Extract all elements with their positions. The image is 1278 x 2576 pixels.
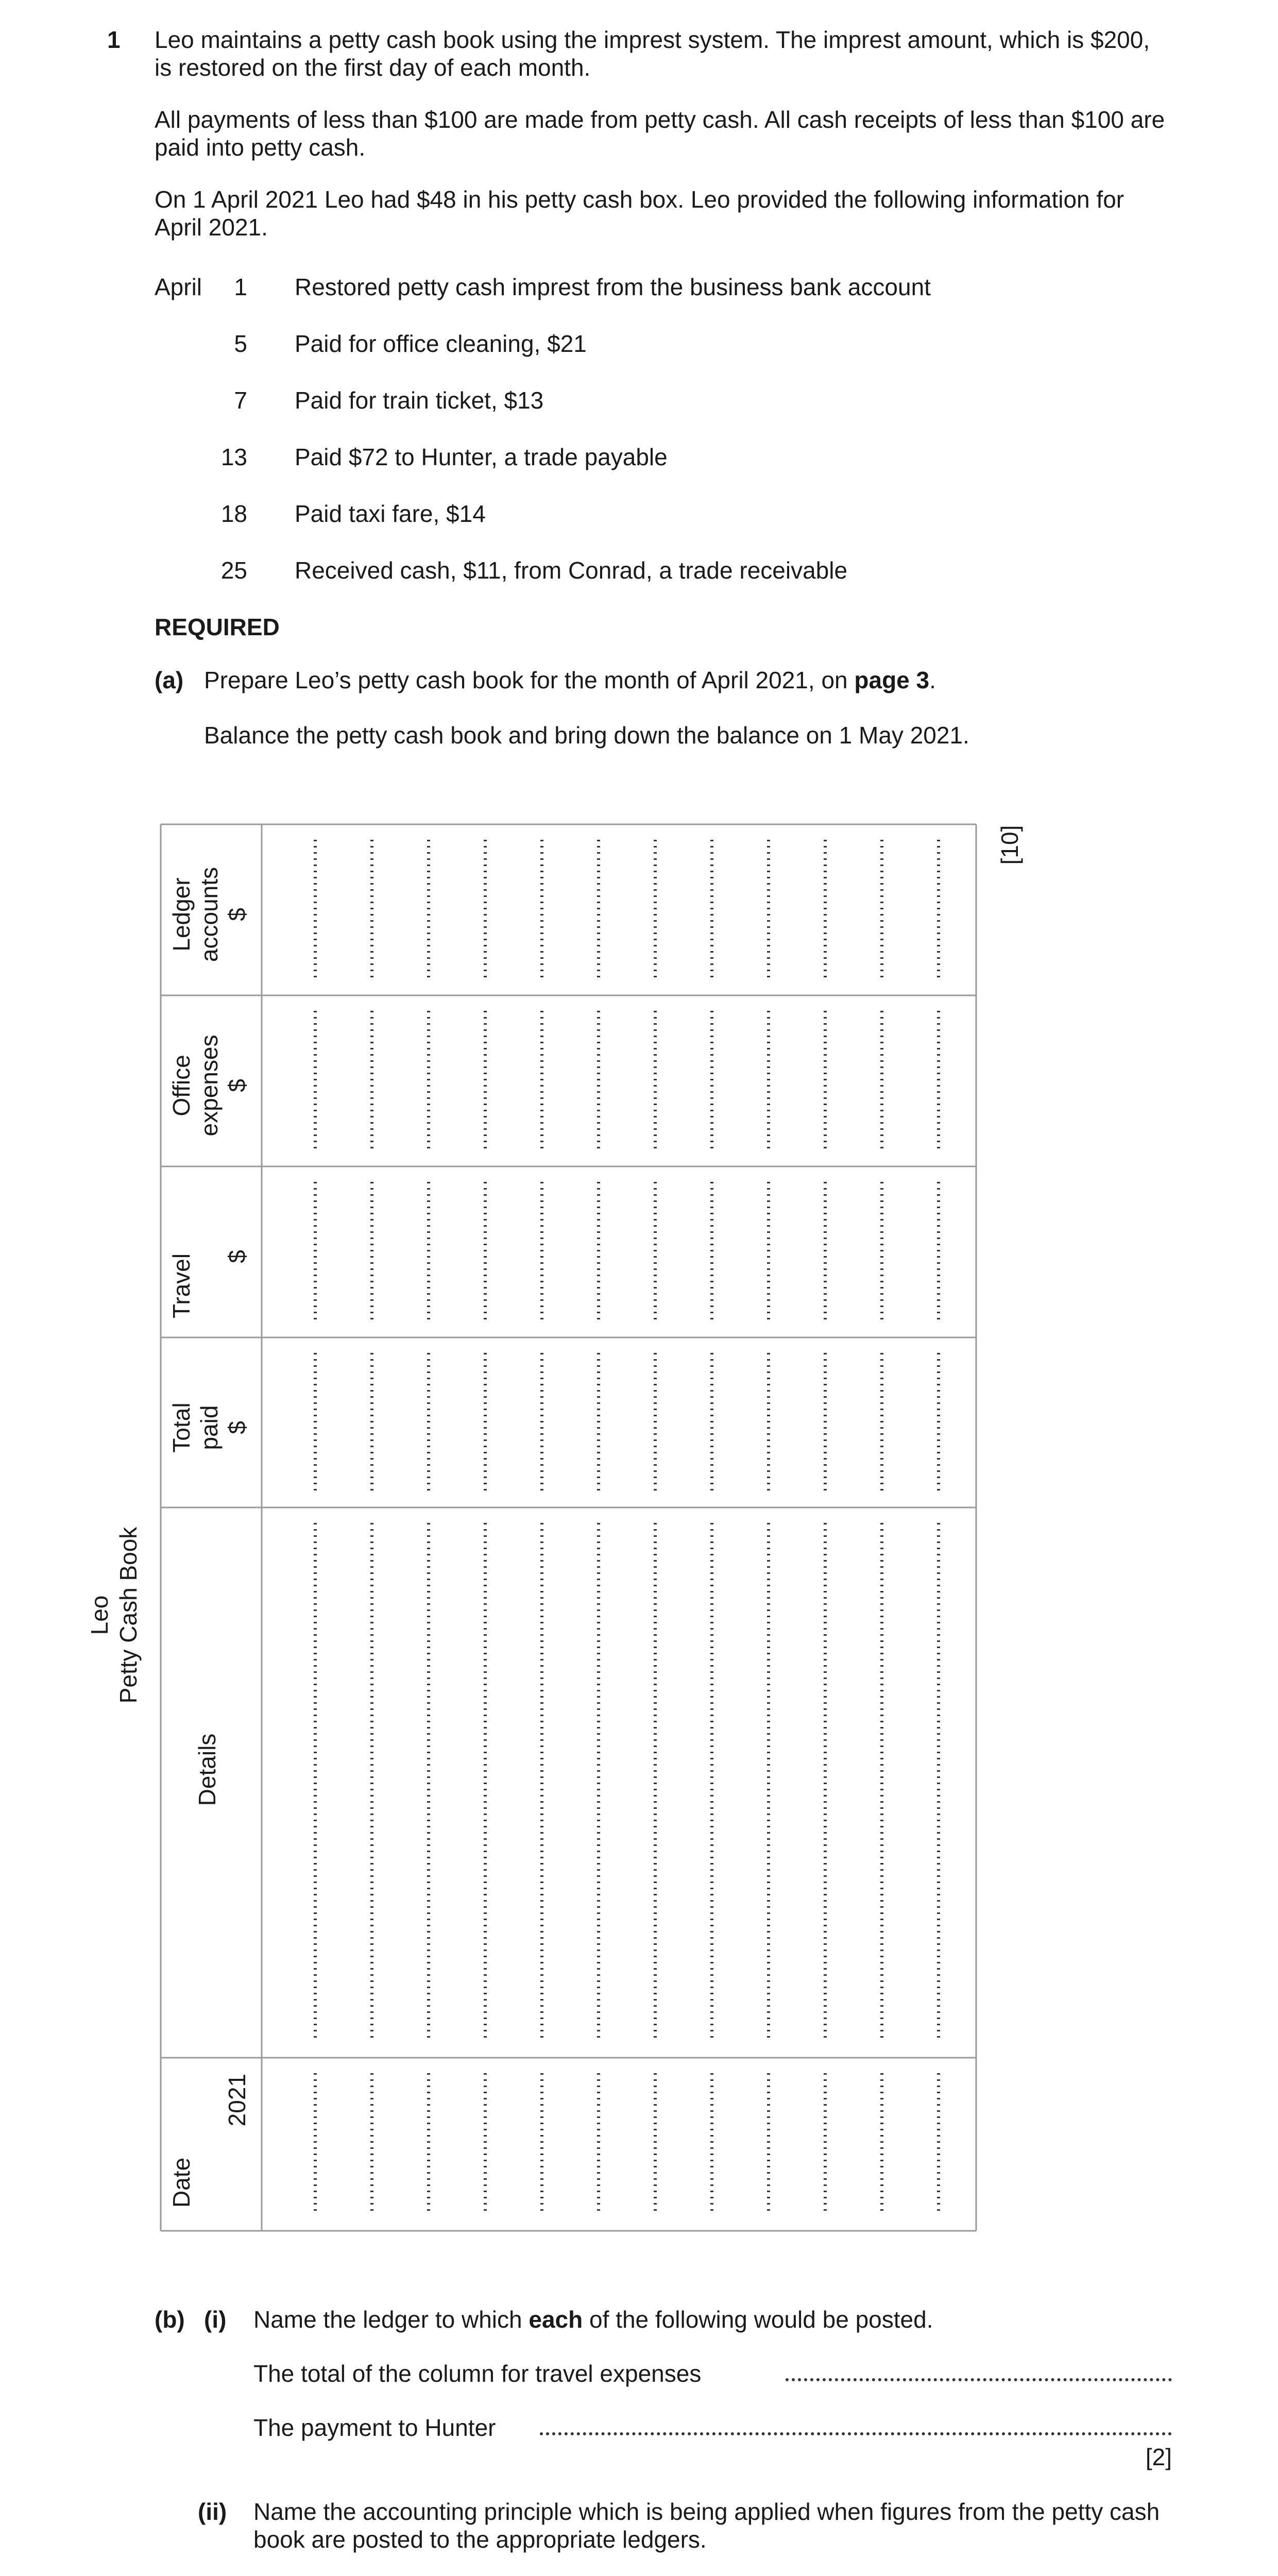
event-day: 5 [234, 330, 247, 357]
part-b-i-mark: [2] [1145, 2444, 1172, 2470]
column-header-line: $ [224, 1250, 250, 1263]
column-header-line: Office [168, 1055, 195, 1116]
column-header-line: $ [224, 908, 250, 921]
column-header-date [167, 2063, 255, 2228]
column-header-line: $ [224, 1079, 250, 1092]
column-header-line: paid [196, 1405, 223, 1450]
column-header-line: Travel [168, 1253, 195, 1318]
events-month: April [155, 274, 202, 300]
part-b-i-text [253, 2306, 933, 2333]
intro-paragraph-2: All payments of less than $100 are made from petty cash. All cash receipts of less than $100 are paid into petty cash. [155, 106, 1165, 161]
part-b-i-pre: Name the ledger to which [253, 2306, 529, 2333]
answer-line-travel-ledger[interactable] [786, 2378, 1172, 2381]
part-a-text-bold: page 3 [854, 667, 930, 693]
column-header-line: Details [194, 1733, 220, 1806]
part-b-label: (b) [155, 2306, 185, 2333]
required-heading-1: REQUIRED [155, 614, 280, 640]
part-b-ii-text: Name the accounting principle which is being applied when figures from the petty cash book are posted to the appropriate ledgers. [253, 2498, 1160, 2553]
column-header-details [193, 1687, 229, 1852]
column-header-ledger-accounts [167, 832, 255, 997]
part-a-label: (a) [155, 667, 184, 693]
column-header-line: expenses [196, 1035, 223, 1137]
column-header-line [195, 2063, 223, 2228]
part-a-text-post: . [929, 667, 936, 693]
event-day: 1 [234, 274, 247, 300]
column-header-total-paid [167, 1345, 255, 1510]
part-a-text-pre: Prepare Leo’s petty cash book for the month of April 2021, on [204, 667, 855, 693]
part-b-i-item-1: The total of the column for travel expenses [253, 2360, 702, 2387]
question-number: 1 [107, 26, 121, 53]
event-day: 7 [234, 387, 247, 414]
part-b-ii-label: (ii) [198, 2498, 227, 2525]
intro-paragraph-1: Leo maintains a petty cash book using the imprest system. The imprest amount, which is $200, is restored on the first day of each month. [155, 26, 1150, 81]
petty-cash-book-title [85, 1448, 147, 1783]
title-line-2: Petty Cash Book [115, 1527, 142, 1704]
column-header-line: Total [168, 1402, 195, 1453]
event-text: Received cash, $11, from Conrad, a trade receivable [295, 557, 848, 584]
column-header-travel [167, 1174, 255, 1339]
event-text: Paid $72 to Hunter, a trade payable [295, 444, 668, 470]
column-header-line: accounts [196, 867, 223, 962]
part-a-mark: [10] [996, 825, 1023, 865]
event-text: Restored petty cash imprest from the business bank account [295, 274, 931, 300]
event-day: 18 [220, 500, 247, 527]
column-header-office-expenses [167, 1003, 255, 1168]
column-header-line: Ledger [168, 877, 195, 952]
intro-paragraph-3: On 1 April 2021 Leo had $48 in his petty cash box. Leo provided the following information for April 2021. [155, 186, 1124, 241]
part-b-i-item-2: The payment to Hunter [253, 2414, 496, 2441]
column-header-line: $ [224, 1421, 250, 1434]
part-b-i-post: of the following would be posted. [583, 2306, 933, 2333]
event-day: 25 [220, 557, 247, 584]
column-header-line [195, 1174, 223, 1339]
title-line-1: Leo [86, 1595, 113, 1635]
event-text: Paid for train ticket, $13 [295, 387, 544, 414]
part-a-text-2: Balance the petty cash book and bring down the balance on 1 May 2021. [204, 722, 969, 749]
event-text: Paid taxi fare, $14 [295, 500, 486, 527]
event-text: Paid for office cleaning, $21 [295, 330, 587, 357]
column-header-line: Date [168, 2157, 195, 2208]
part-b-i-bold: each [529, 2306, 583, 2333]
part-b-i-label: (i) [204, 2306, 227, 2333]
event-day: 13 [220, 444, 247, 470]
column-header-line: 2021 [224, 2074, 250, 2127]
answer-line-hunter-ledger[interactable] [540, 2432, 1172, 2435]
